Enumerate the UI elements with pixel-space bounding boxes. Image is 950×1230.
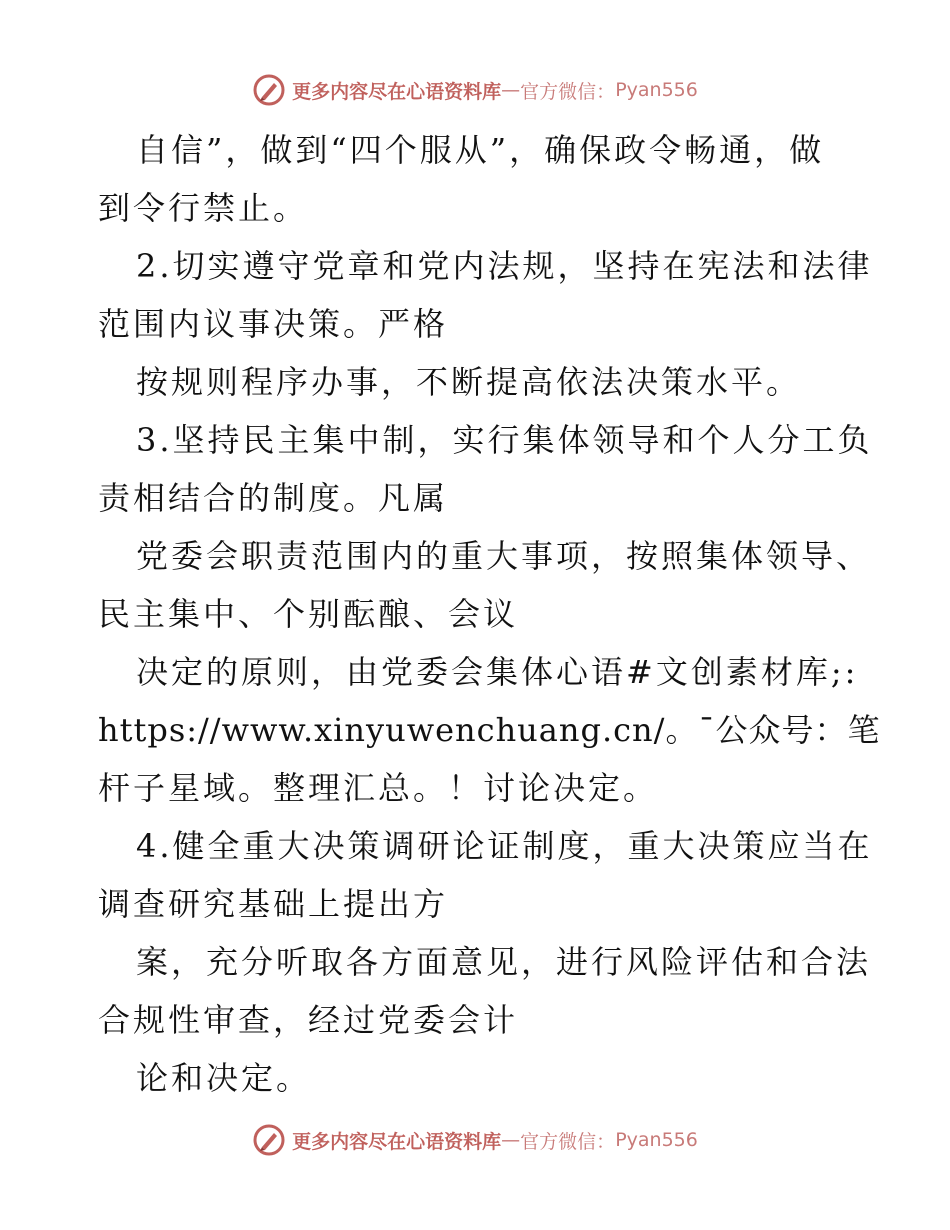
- body-line: 3.坚持民主集中制，实行集体领导和个人分工负: [136, 421, 873, 459]
- body-line: 责相结合的制度。凡属: [98, 479, 449, 517]
- watermark-wechat-id: Pyan556: [615, 79, 698, 101]
- body-line: 决定的原则，由党委会集体心语#文创素材库;:: [136, 653, 859, 691]
- document-body: [98, 121, 881, 1107]
- body-line: 按规则程序办事，不断提高依法决策水平。: [136, 363, 802, 401]
- watermark-dash: —: [501, 1129, 521, 1151]
- body-line-url: https://www.xinyuwenchuang.cn/。¯公众号：笔: [98, 711, 881, 749]
- body-line: 4.健全重大决策调研论证制度，重大决策应当在: [136, 827, 873, 865]
- pen-logo-icon: [252, 73, 286, 107]
- footer-watermark: [0, 1120, 950, 1160]
- body-line: 案，充分听取各方面意见，进行风险评估和合法: [136, 943, 872, 981]
- body-line: 党委会职责范围内的重大事项，按照集体领导、: [136, 537, 872, 575]
- body-line: 民主集中、个别酝酿、会议: [98, 595, 519, 633]
- body-line: 调查研究基础上提出方: [98, 885, 449, 923]
- body-line: 论和决定。: [136, 1059, 312, 1097]
- body-line: 合规性审查，经过党委会计: [98, 1001, 519, 1039]
- body-line: 2.切实遵守党章和党内法规，坚持在宪法和法律: [136, 247, 873, 285]
- watermark-wechat-id: Pyan556: [615, 1129, 698, 1151]
- watermark-brand: 更多内容尽在心语资料库: [292, 1130, 502, 1153]
- watermark-official-label: 官方微信：: [520, 80, 616, 103]
- watermark-official-label: 官方微信：: [520, 1130, 616, 1153]
- body-line: 范围内议事决策。严格: [98, 305, 449, 343]
- body-line: 杆子星域。整理汇总。！讨论决定。: [98, 769, 659, 807]
- pen-logo-icon: [252, 1123, 286, 1157]
- body-line: 自信”，做到“四个服从”，确保政令畅通，做: [136, 131, 825, 169]
- body-line: 到令行禁止。: [98, 189, 309, 227]
- watermark-brand: 更多内容尽在心语资料库: [292, 80, 502, 103]
- header-watermark: [0, 70, 950, 110]
- watermark-dash: —: [501, 79, 521, 101]
